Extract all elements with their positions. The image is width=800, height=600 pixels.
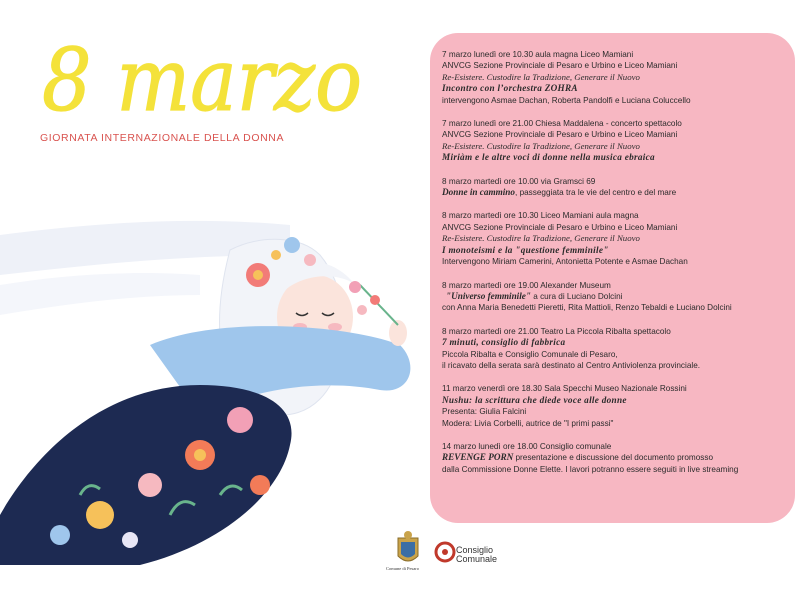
event-subtitle: GIORNATA INTERNAZIONALE DELLA DONNA [40, 132, 285, 144]
event-organizer: ANVCG Sezione Provinciale di Pesaro e Urbino e Liceo Mamiani [442, 130, 678, 140]
council-line2: Comunale [456, 554, 498, 564]
event-item [442, 441, 795, 475]
event-series: Re-Esistere. Custodire la Tradizione, Generare il Nuovo [442, 71, 640, 82]
event-datetime: 8 marzo martedì ore 10.00 via Gramsci 69 [442, 176, 596, 186]
event-item [442, 280, 795, 314]
event-title [38, 28, 378, 138]
event-datetime: 14 marzo lunedì ore 18.00 Consiglio comunale [442, 441, 612, 451]
council-logo-icon [436, 543, 454, 561]
event-presenter: Presenta: Giulia Falcini [442, 407, 527, 417]
event-speakers: intervengono Asmae Dachan, Roberta Pandolfi e Luciana Coluccello [442, 95, 691, 105]
event-description [442, 187, 795, 198]
council-name [456, 546, 497, 564]
title-text: 8 marzo [42, 31, 362, 131]
event-description [442, 452, 795, 463]
woman-illustration [0, 215, 430, 565]
event-datetime: 7 marzo lunedì ore 10.30 aula magna Liceo Mamiani [442, 50, 634, 59]
event-detail: presentazione e discussione del documento promosso [513, 453, 714, 463]
program-card [430, 33, 795, 523]
event-title: 7 minuti, consiglio di fabbrica [442, 337, 566, 348]
crest-label: Comune di Pesaro [386, 566, 419, 571]
event-detail: , passeggiata tra le vie del centro e del mare [515, 188, 677, 198]
event-datetime: 11 marzo venerdì ore 18.30 Sala Specchi Museo Nazionale Rossini [442, 384, 687, 394]
event-datetime: 8 marzo martedì ore 19.00 Alexander Museum [442, 280, 611, 290]
event-item [442, 49, 795, 106]
event-item [442, 176, 795, 199]
event-series: Re-Esistere. Custodire la Tradizione, Generare il Nuovo [442, 233, 640, 244]
event-detail: dalla Commissione Donne Elette. I lavori potranno essere seguiti in live streaming [442, 464, 739, 474]
event-item [442, 326, 795, 372]
event-organizer: ANVCG Sezione Provinciale di Pesaro e Urbino e Liceo Mamiani [442, 61, 678, 71]
event-title: I monoteismi e la "questione femminile" [442, 244, 609, 255]
event-title: Donne in cammino [442, 187, 516, 198]
event-datetime: 8 marzo martedì ore 10.30 Liceo Mamiani aula magna [442, 211, 639, 221]
event-title: REVENGE PORN [442, 452, 514, 463]
event-speakers: Intervengono Miriam Camerini, Antonietta Potente e Asmae Dachan [442, 257, 688, 267]
event-item [442, 383, 795, 429]
event-item [442, 118, 795, 164]
event-description [442, 291, 795, 302]
event-datetime: 7 marzo lunedì ore 21.00 Chiesa Maddalena - concerto spettacolo [442, 119, 682, 129]
event-series: Re-Esistere. Custodire la Tradizione, Generare il Nuovo [442, 140, 640, 151]
footer-logos [388, 530, 518, 580]
council-line1: Consiglio [456, 545, 494, 555]
crest-icon [398, 531, 418, 561]
event-title: Miriàm e le altre voci di donne nella musica ebraica [442, 152, 655, 163]
event-title: Nushu: la scrittura che diede voce alle donne [442, 394, 627, 405]
event-title: Incontro con l’orchestra ZOHRA [442, 83, 578, 94]
event-organizer: ANVCG Sezione Provinciale di Pesaro e Urbino e Liceo Mamiani [442, 222, 678, 232]
event-organizer: Piccola Ribalta e Consiglio Comunale di Pesaro, [442, 349, 618, 359]
event-moderator: Modera: Livia Corbelli, autrice de "I primi passi" [442, 418, 614, 428]
event-item [442, 210, 795, 267]
event-speakers: con Anna Maria Benedetti Pieretti, Rita Mattioli, Renzo Tebaldi e Luciano Dolcini [442, 303, 732, 313]
event-datetime: 8 marzo martedì ore 21.00 Teatro La Piccola Ribalta spettacolo [442, 326, 671, 336]
event-detail: a cura di Luciano Dolcini [530, 291, 623, 301]
event-title: "Universo femminile" [446, 290, 531, 301]
event-detail: il ricavato della serata sarà destinato al Centro Antiviolenza provinciale. [442, 360, 701, 370]
